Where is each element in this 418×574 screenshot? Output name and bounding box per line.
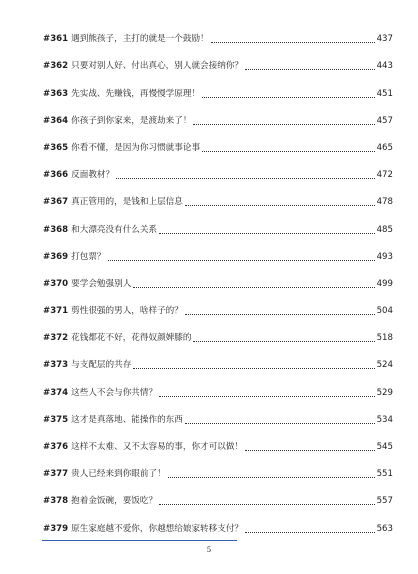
- toc-entry-title: 这些人不会与你共情？: [71, 387, 158, 398]
- toc-entry-title: 先实战、先赚钱，再慢慢学原理！: [71, 88, 201, 99]
- toc-entry[interactable]: [43, 298, 393, 325]
- toc-entry-page: 493: [376, 251, 393, 262]
- toc-entry-page: 557: [376, 496, 393, 507]
- toc-entry-number: #379: [43, 523, 69, 534]
- toc-entry-page: 518: [376, 333, 393, 344]
- toc-entry-page: 457: [376, 115, 393, 126]
- toc-entry-title: 要学会勉强别人: [71, 278, 132, 289]
- toc-entry-page: 472: [376, 170, 393, 181]
- toc-dot-leader: [245, 450, 375, 451]
- toc-dot-leader: [202, 151, 375, 152]
- toc-entry-number: #374: [43, 387, 69, 398]
- toc-entry-number: #365: [43, 142, 69, 153]
- toc-dot-leader: [168, 477, 375, 478]
- toc-entry-number: #366: [43, 170, 69, 181]
- toc-entry-title: 剪性很强的男人，啥样子的？: [71, 306, 183, 317]
- toc-entry-title: 你看不懂，是因为你习惯就事论事: [71, 142, 201, 153]
- toc-entry-title: 反面教材？: [71, 170, 115, 181]
- toc-entry-number: #370: [43, 278, 69, 289]
- toc-dot-leader: [185, 423, 375, 424]
- toc-entry-page: 437: [376, 34, 393, 45]
- toc-dot-leader: [159, 396, 375, 397]
- toc-entry-number: #376: [43, 442, 69, 452]
- toc-entry[interactable]: [43, 189, 393, 216]
- toc-entry-title: 遇到熊孩子，主打的就是一个鼓励！: [71, 34, 209, 45]
- toc-entry-title: 你孩子到你家来，是渡劫来了！: [71, 115, 192, 126]
- toc-entry[interactable]: [43, 108, 393, 135]
- toc-entry[interactable]: [43, 244, 393, 271]
- toc-entry-page: 524: [376, 360, 393, 371]
- toc-entry-title: 只要对别人好、付出真心，别人就会接纳你？: [71, 61, 244, 72]
- toc-entry[interactable]: [43, 135, 393, 162]
- toc-entry-page: 465: [376, 142, 393, 153]
- toc-entry-page: 478: [376, 197, 393, 208]
- toc-entry[interactable]: [43, 461, 393, 488]
- toc-entry[interactable]: [43, 162, 393, 189]
- toc-entry-number: #363: [43, 88, 69, 99]
- table-of-contents: [43, 26, 393, 543]
- toc-entry-number: #375: [43, 414, 69, 425]
- toc-dot-leader: [193, 124, 374, 125]
- toc-entry-number: #369: [43, 251, 69, 262]
- toc-entry-title: 这才是真落地、能操作的东西: [71, 414, 183, 425]
- toc-entry-page: 563: [376, 523, 393, 534]
- toc-entry[interactable]: [43, 80, 393, 107]
- toc-entry[interactable]: [43, 325, 393, 352]
- toc-entry[interactable]: [43, 271, 393, 298]
- toc-entry-page: 534: [376, 414, 393, 425]
- toc-entry-number: #378: [43, 496, 69, 507]
- toc-entry-title: 这样不太难、又不太容易的事，你才可以做！: [71, 442, 244, 452]
- toc-entry[interactable]: [43, 488, 393, 515]
- toc-dot-leader: [116, 178, 374, 179]
- toc-dot-leader: [159, 504, 375, 505]
- toc-dot-leader: [245, 69, 375, 70]
- toc-entry[interactable]: [43, 26, 393, 53]
- toc-entry-number: #364: [43, 115, 69, 126]
- toc-entry-title: 打包票？: [71, 251, 106, 262]
- toc-entry-title: 抱着金饭碗，要饭吃？: [71, 496, 158, 507]
- toc-entry-page: 545: [376, 442, 393, 452]
- footer-rule: [42, 540, 237, 541]
- toc-entry-title: 原生家庭越不爱你，你越想给娘家转移支付？: [71, 523, 244, 534]
- toc-entry-page: 485: [376, 224, 393, 235]
- toc-entry-number: #362: [43, 61, 69, 72]
- toc-entry-number: #371: [43, 306, 69, 317]
- toc-dot-leader: [211, 42, 375, 43]
- toc-entry-title: 与支配层的共存: [71, 360, 132, 371]
- toc-entry-number: #361: [43, 34, 69, 45]
- toc-entry-page: 504: [376, 306, 393, 317]
- toc-entry-title: 真正管用的，是钱和上层信息: [71, 197, 183, 208]
- toc-entry-number: #373: [43, 360, 69, 371]
- toc-dot-leader: [185, 314, 375, 315]
- toc-entry[interactable]: [43, 379, 393, 406]
- toc-dot-leader: [159, 233, 375, 234]
- toc-entry-page: 551: [376, 469, 393, 480]
- toc-entry[interactable]: [43, 216, 393, 243]
- toc-entry-page: 451: [376, 88, 393, 99]
- toc-entry-number: #372: [43, 333, 69, 344]
- toc-dot-leader: [185, 205, 375, 206]
- page-number: 5: [206, 546, 212, 554]
- toc-entry[interactable]: [43, 352, 393, 379]
- toc-entry-number: #367: [43, 197, 69, 208]
- toc-entry-page: 499: [376, 278, 393, 289]
- toc-dot-leader: [245, 532, 375, 533]
- toc-entry-title: 和大漂亮没有什么关系: [71, 224, 158, 235]
- toc-entry[interactable]: [43, 515, 393, 542]
- toc-entry[interactable]: [43, 434, 393, 461]
- toc-entry-title: 贵人已经来到你眼前了！: [71, 469, 166, 480]
- toc-dot-leader: [133, 368, 374, 369]
- toc-entry-number: #377: [43, 469, 69, 480]
- toc-entry[interactable]: [43, 53, 393, 80]
- toc-dot-leader: [202, 97, 375, 98]
- toc-entry-title: 花钱都花不好，花得奴颜婢膝的: [71, 333, 192, 344]
- toc-entry-page: 529: [376, 387, 393, 398]
- toc-entry[interactable]: [43, 407, 393, 434]
- toc-dot-leader: [193, 341, 374, 342]
- toc-entry-number: #368: [43, 224, 69, 235]
- toc-entry-page: 443: [376, 61, 393, 72]
- toc-dot-leader: [133, 287, 374, 288]
- toc-dot-leader: [108, 260, 375, 261]
